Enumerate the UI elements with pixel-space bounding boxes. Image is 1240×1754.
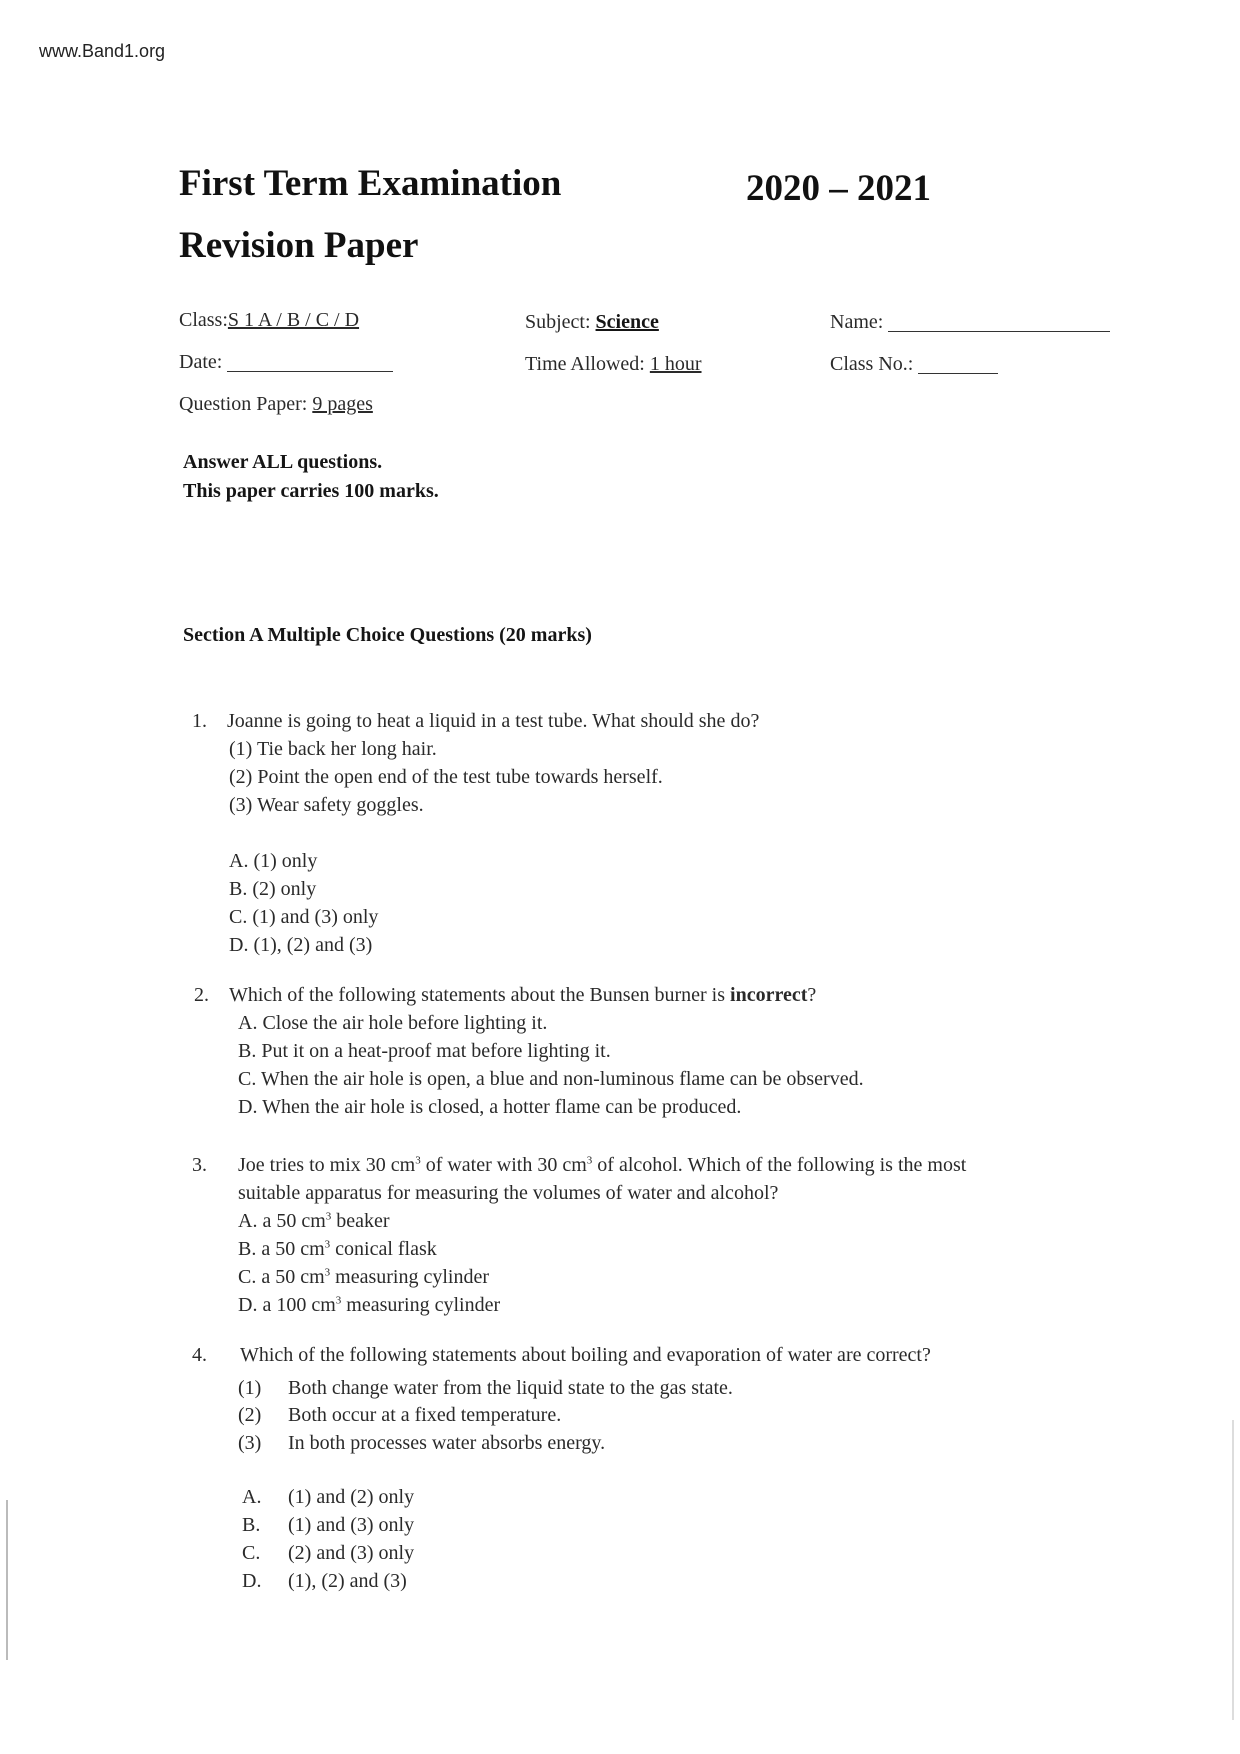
q3-text [238, 1155, 966, 1175]
name-blank [888, 313, 1110, 332]
q1-option: A. (1) only [229, 850, 318, 872]
q3-option-text: C. a 50 cm [238, 1266, 325, 1288]
q4-option: (2) and (3) only [288, 1542, 415, 1564]
class-value: S 1 A / B / C / D [227, 309, 360, 331]
q4-item-number: (2) [238, 1404, 262, 1426]
q3-option-text: A. a 50 cm [238, 1210, 326, 1232]
q4-item: Both occur at a fixed temperature. [288, 1404, 562, 1426]
q2-option: B. Put it on a heat-proof mat before lighting it. [238, 1040, 611, 1062]
q3-option [238, 1267, 489, 1287]
date-label: Date: [179, 351, 223, 373]
q1-item: (2) Point the open end of the test tube towards herself. [229, 766, 663, 788]
q2-text-end: ? [807, 984, 817, 1006]
class-label: Class: [179, 309, 228, 331]
q3-option [238, 1239, 437, 1259]
q1-item: (1) Tie back her long hair. [229, 738, 437, 760]
paper-value: 9 pages [312, 393, 373, 415]
q3-text-part: of water with 30 cm [420, 1154, 587, 1176]
q2-option: A. Close the air hole before lighting it. [238, 1012, 548, 1034]
subject-field [525, 312, 659, 332]
q3-option-text: measuring cylinder [341, 1294, 501, 1316]
q2-text [229, 985, 816, 1005]
q3-sup: 3 [415, 1154, 421, 1167]
q3-text-line2: suitable apparatus for measuring the volumes of water and alcohol? [238, 1182, 779, 1204]
q1-item: (3) Wear safety goggles. [229, 794, 424, 816]
q3-option-text: measuring cylinder [330, 1266, 489, 1288]
q3-sup: 3 [335, 1294, 342, 1307]
exam-subtitle: Revision Paper [179, 225, 419, 266]
q4-item: In both processes water absorbs energy. [288, 1432, 606, 1454]
q3-sup: 3 [586, 1154, 593, 1167]
q3-option [238, 1211, 390, 1231]
q3-number: 3. [192, 1154, 207, 1176]
q3-text-part: Joe tries to mix 30 cm [238, 1154, 416, 1176]
q3-sup: 3 [324, 1238, 331, 1251]
q4-option: (1) and (2) only [288, 1486, 415, 1508]
q2-option: D. When the air hole is closed, a hotter flame can be produced. [238, 1096, 742, 1118]
q2-number: 2. [194, 984, 209, 1006]
time-field [525, 354, 702, 374]
q4-option-letter: A. [242, 1486, 262, 1508]
q4-number: 4. [192, 1344, 207, 1366]
q4-text: Which of the following statements about boiling and evaporation of water are correct? [240, 1344, 931, 1366]
site-watermark: www.Band1.org [39, 41, 166, 61]
q4-option-letter: C. [242, 1542, 261, 1564]
class-field [179, 310, 359, 330]
q4-option: (1), (2) and (3) [288, 1570, 407, 1592]
q3-sup: 3 [325, 1210, 332, 1223]
q4-option: (1) and (3) only [288, 1514, 415, 1536]
q1-option: C. (1) and (3) only [229, 906, 379, 928]
classno-blank [918, 355, 998, 374]
subject-label: Subject: [525, 311, 591, 333]
q4-item: Both change water from the liquid state to the gas state. [288, 1377, 733, 1399]
q3-option-text: B. a 50 cm [238, 1238, 325, 1260]
subject-value: Science [595, 311, 659, 333]
q2-text-emphasis: incorrect [730, 984, 808, 1006]
classno-label: Class No.: [830, 353, 914, 375]
q4-option-letter: B. [242, 1514, 261, 1536]
date-blank [227, 353, 393, 372]
q3-text-part: of alcohol. Which of the following is the most [592, 1154, 967, 1176]
q3-sup: 3 [324, 1266, 331, 1279]
section-heading: Section A Multiple Choice Questions (20 marks) [183, 624, 592, 646]
time-value: 1 hour [649, 353, 702, 375]
q4-item-number: (1) [238, 1377, 262, 1399]
q1-option: D. (1), (2) and (3) [229, 934, 373, 956]
instruction-2: This paper carries 100 marks. [183, 480, 439, 502]
date-field [179, 352, 393, 372]
q2-text-main: Which of the following statements about the Bunsen burner is [229, 984, 726, 1006]
paper-field [179, 394, 373, 414]
q1-text: Joanne is going to heat a liquid in a test tube. What should she do? [227, 710, 760, 732]
instruction-1: Answer ALL questions. [183, 451, 383, 473]
q4-option-letter: D. [242, 1570, 262, 1592]
exam-title: First Term Examination [179, 163, 562, 204]
q2-option: C. When the air hole is open, a blue and non-luminous flame can be observed. [238, 1068, 864, 1090]
q1-option: B. (2) only [229, 878, 317, 900]
exam-year: 2020 – 2021 [746, 168, 931, 209]
q3-option [238, 1295, 500, 1315]
q3-option-text: D. a 100 cm [238, 1294, 336, 1316]
q3-option-text: conical flask [330, 1238, 437, 1260]
paper-label: Question Paper: [179, 393, 308, 415]
q1-number: 1. [192, 710, 207, 732]
classno-field [830, 354, 998, 374]
q4-item-number: (3) [238, 1432, 262, 1454]
scan-edge [6, 1500, 8, 1660]
name-label: Name: [830, 311, 884, 333]
scan-edge [1232, 1420, 1234, 1720]
time-label: Time Allowed: [525, 353, 645, 375]
name-field [830, 312, 1110, 332]
q3-option-text: beaker [331, 1210, 390, 1232]
